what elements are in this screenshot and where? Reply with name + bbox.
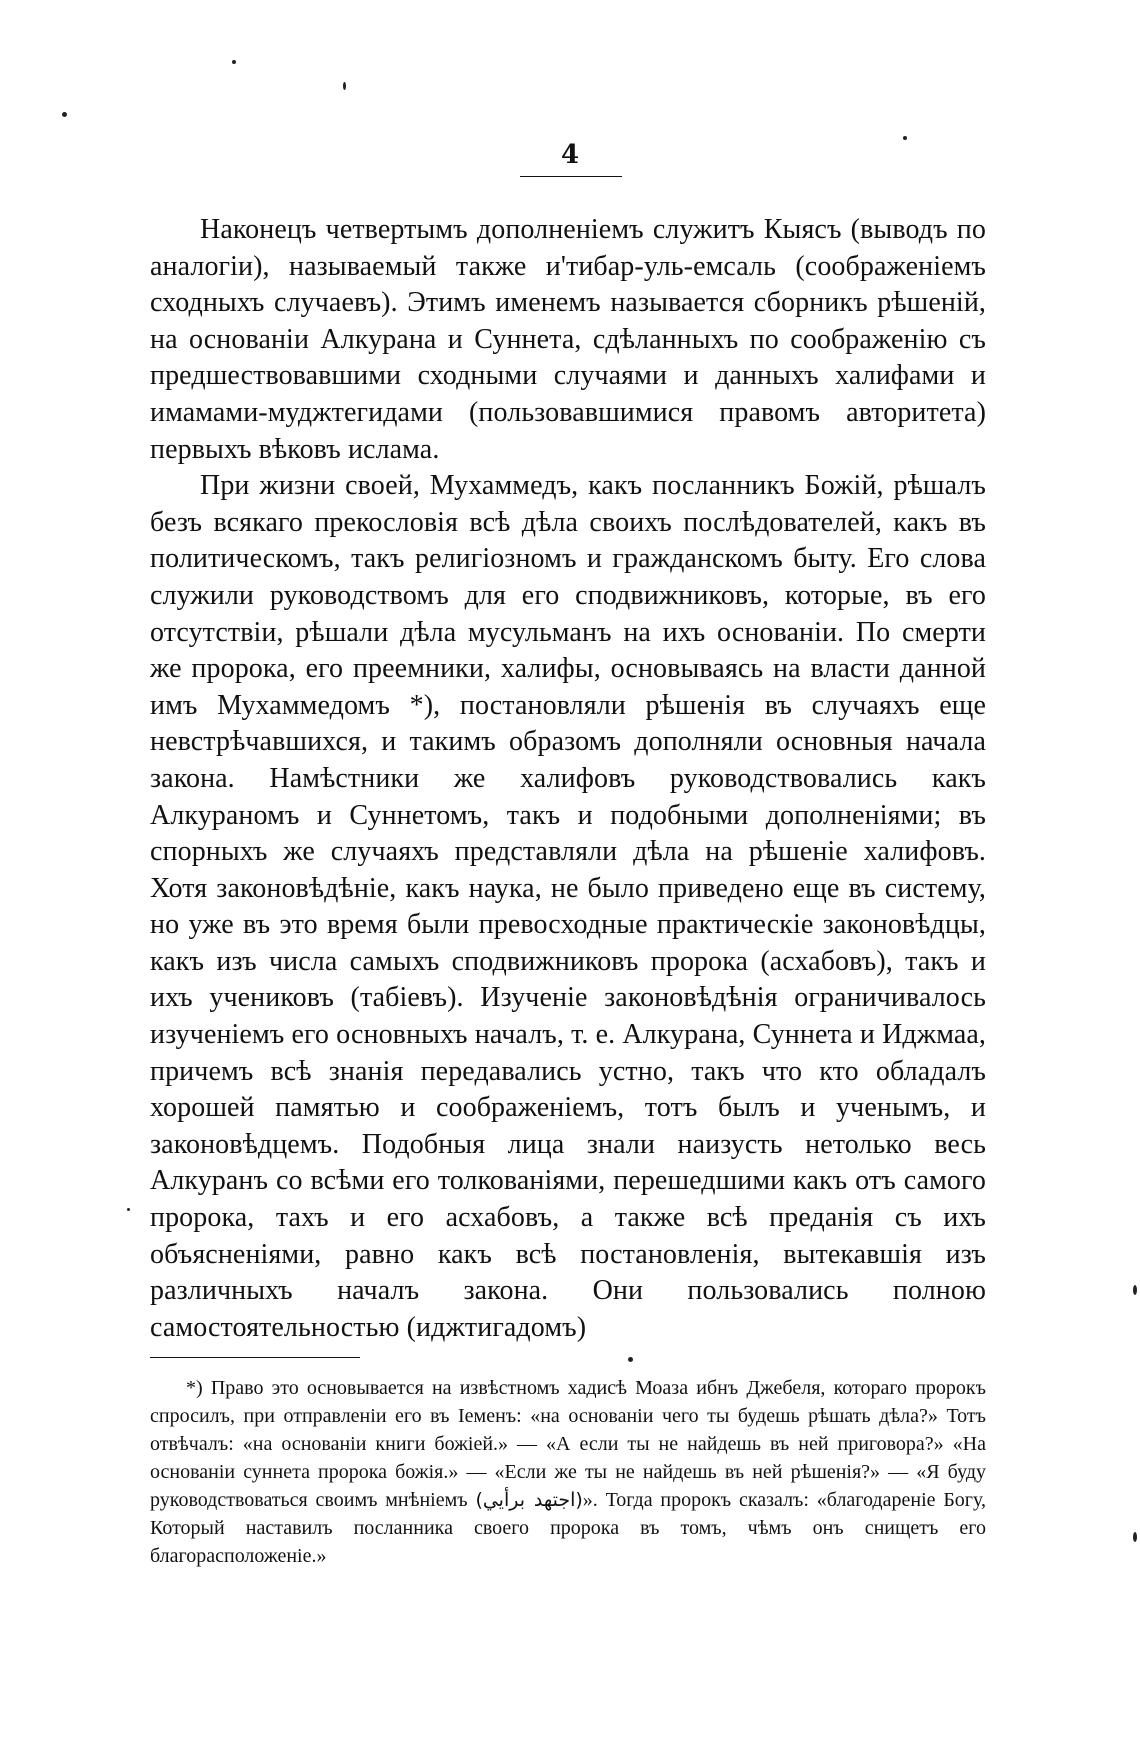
scan-speck xyxy=(62,112,67,117)
body-text xyxy=(150,212,986,1346)
footnote xyxy=(150,1374,986,1570)
header-rule xyxy=(520,176,622,177)
scan-speck xyxy=(628,1357,633,1362)
page-number: 4 xyxy=(560,140,580,170)
scan-speck xyxy=(343,82,346,90)
scan-speck xyxy=(232,60,236,64)
footnote-text-before: *) Право это основывается на извѣстномъ хадисѣ Моаза ибнъ Джебеля, котораго пророкъ спросилъ, при отправленіи его въ Іеменъ: «на основаніи чего ты будешь рѣшать дѣла?» Тотъ отвѣчалъ: «на основаніи книги божіей.» — «А если ты не найдешь въ ней приговора?» «На основаніи суннета пророка божія.» — «Если же ты не найдешь въ ней рѣшенія?» — «Я буду руководствоваться своимъ мнѣніемъ xyxy=(150,1377,986,1511)
footnote-arabic-phrase: (اجتهد برأيي) xyxy=(475,1489,583,1511)
scan-speck xyxy=(1133,1532,1137,1542)
footnote-text-after: ». Тогда пророкъ сказалъ: «благодареніе Богу, Который наставилъ посланника своего пророка въ томъ, чѣмъ онъ снищетъ его благорасположеніе.» xyxy=(150,1489,987,1567)
paragraph-2: При жизни своей, Мухаммедъ, какъ посланникъ Божій, рѣшалъ безъ всякаго прекословія всѣ дѣла своихъ послѣдователей, какъ въ политическомъ, такъ религіозномъ и гражданскомъ быту. Его слова служили руководствомъ для его сподвижниковъ, которые, въ его отсутствіи, рѣшали дѣла мусульманъ на ихъ основаніи. По смерти же пророка, его преемники, халифы, основываясь на власти данной имъ Мухаммедомъ *), постановляли рѣшенія въ случаяхъ еще невстрѣчавшихся, и такимъ образомъ дополняли основныя начала закона. Намѣстники же халифовъ руководствовались какъ Алкураномъ и Суннетомъ, такъ и подобными дополненіями; въ спорныхъ же случаяхъ представляли дѣла на рѣшеніе халифовъ. Хотя законовѣдѣніе, какъ наука, не было приведено еще въ систему, но уже въ это время были превосходные практическіе законовѣдцы, какъ изъ числа самыхъ сподвижниковъ пророка (асхабовъ), такъ и ихъ учениковъ (табіевъ). Изученіе законовѣдѣнія ограничивалось изученіемъ его основныхъ началъ, т. е. Алкурана, Суннета и Иджмаа, причемъ всѣ знанія передавались устно, такъ что кто обладалъ хорошей памятью и соображеніемъ, тотъ былъ и ученымъ, и законовѣдцемъ. Подобныя лица знали наизусть нетолько весь Алкуранъ со всѣми его толкованіями, перешедшими какъ отъ самого пророка, тахъ и его асхабовъ, а также всѣ преданія съ ихъ объясненіями, равно какъ всѣ постановленія, вытекавшія изъ различныхъ началъ закона. Они пользовались полною самостоятельностью (иджтигадомъ) xyxy=(150,470,986,1343)
footnote-rule xyxy=(150,1357,360,1358)
paragraph-1: Наконецъ четвертымъ дополненіемъ служитъ Кыясъ (выводъ по аналогіи), называемый также и'тибар-уль-емсаль (соображеніемъ сходныхъ случаевъ). Этимъ именемъ называется сборникъ рѣшеній, на основаніи Алкурана и Суннета, сдѣланныхъ по соображенію съ предшествовавшими сходными случаями и данныхъ халифами и имамами-муджтегидами (пользовавшимися правомъ авторитета) первыхъ вѣковъ ислама. xyxy=(150,214,986,465)
scan-speck xyxy=(127,1208,130,1211)
scan-speck xyxy=(1133,1285,1137,1295)
